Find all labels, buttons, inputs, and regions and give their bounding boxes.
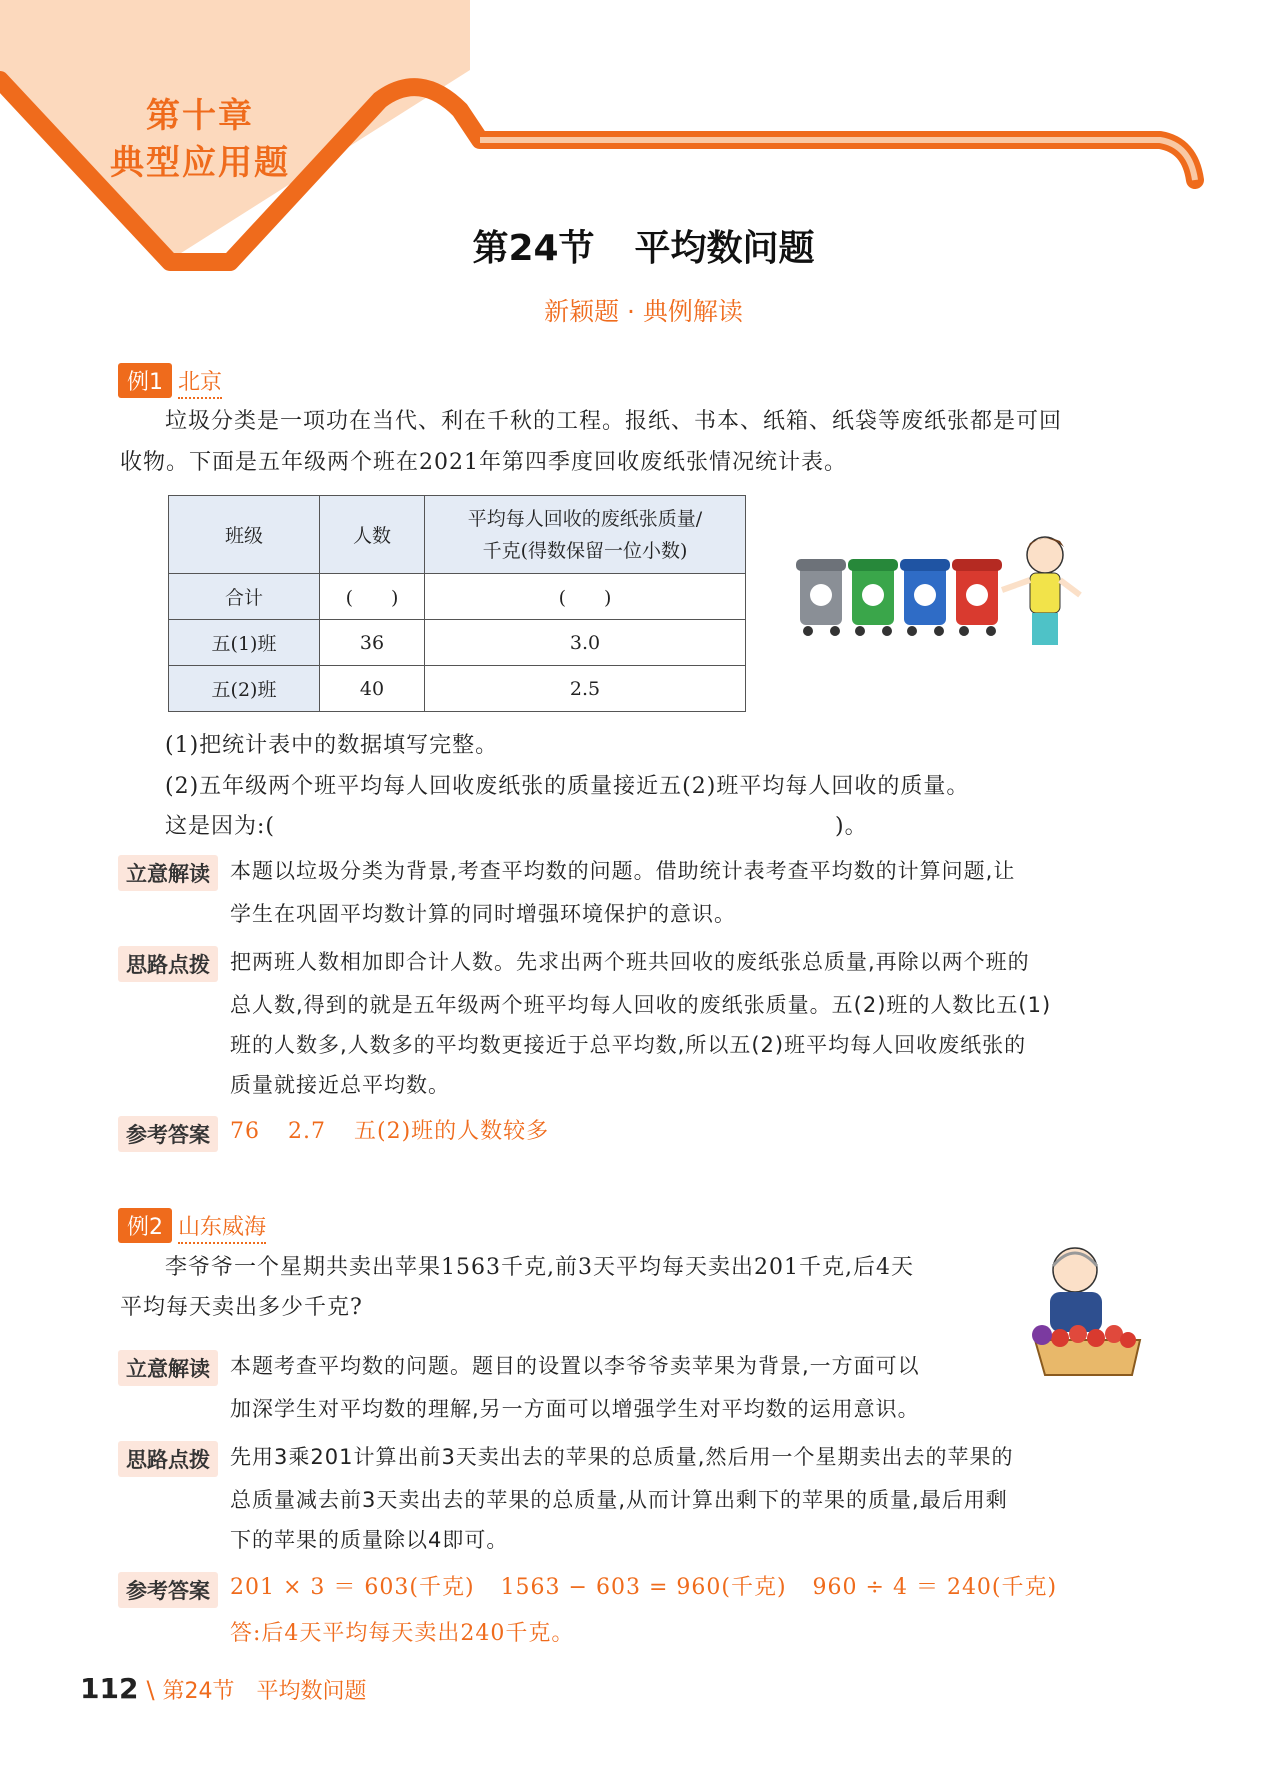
hint-text: 总人数,得到的就是五年级两个班平均每人回收的废纸张质量。五(2)班的人数比五(1) [230, 993, 1052, 1017]
section-name: 平均数问题 [634, 228, 815, 269]
intent-text: 本题考查平均数的问题。题目的设置以李爷爷卖苹果为背景,一方面可以 [230, 1354, 920, 1378]
table-header-count: 人数 [320, 496, 425, 574]
hint-text: 班的人数多,人数多的平均数更接近于总平均数,所以五(2)班平均每人回收废纸张的 [230, 1033, 1027, 1057]
reference-answer: 76 2.7 五(2)班的人数较多 [230, 1119, 550, 1144]
hint-label: 思路点拨 [118, 1441, 218, 1477]
apple-basket-icon [1032, 1325, 1140, 1375]
garbage-bins-illustration [780, 535, 1100, 665]
example1-header [118, 363, 222, 399]
problem-line: 李爷爷一个星期共卖出苹果1563千克,前3天平均每天卖出201千克,后4天 [165, 1255, 914, 1280]
intent-text: 学生在巩固平均数计算的同时增强环境保护的意识。 [230, 902, 736, 926]
problem-line: 平均每天卖出多少千克? [120, 1295, 363, 1320]
intent-label: 立意解读 [118, 1350, 218, 1386]
red-bin-icon [952, 559, 1002, 636]
table-row: 五(2)班 40 2.5 [169, 666, 746, 712]
page-footer [80, 1672, 367, 1705]
section-number: 第24节 [472, 228, 595, 269]
problem-line: 垃圾分类是一项功在当代、利在千秋的工程。报纸、书本、纸箱、纸袋等废纸张都是可回 [165, 409, 1063, 434]
green-bin-icon [848, 559, 898, 636]
table-header-average: 平均每人回收的废纸张质量/ 千克(得数保留一位小数) [425, 496, 746, 574]
problem-line: 收物。下面是五年级两个班在2021年第四季度回收废纸张情况统计表。 [120, 450, 847, 475]
question-2-blank: 这是因为:( )。 [165, 814, 868, 839]
grandpa-apples-illustration [1020, 1240, 1150, 1380]
footer-section: 第24节 平均数问题 [162, 1679, 367, 1704]
answer-conclusion: 答:后4天平均每天卖出240千克。 [230, 1621, 575, 1646]
table-row: 五(1)班 36 3.0 [169, 620, 746, 666]
boy-icon [1002, 537, 1080, 645]
chapter-number: 第十章 [146, 96, 254, 136]
reference-answer: 201 × 3 ＝ 603(千克) 1563 − 603 = 960(千克) 960 ÷ 4 ＝ 240(千克) [230, 1575, 1058, 1600]
hint-text: 先用3乘201计算出前3天卖出去的苹果的总质量,然后用一个星期卖出去的苹果的 [230, 1445, 1014, 1469]
page-number: 112 [80, 1672, 139, 1705]
example-tag: 例1 [118, 363, 172, 398]
question-2: (2)五年级两个班平均每人回收废纸张的质量接近五(2)班平均每人回收的质量。 [165, 774, 970, 799]
example-tag: 例2 [118, 1208, 172, 1243]
hint-text: 质量就接近总平均数。 [230, 1073, 450, 1097]
blue-bin-icon [900, 559, 950, 636]
hint-label: 思路点拨 [118, 946, 218, 982]
grandpa-icon [1050, 1248, 1102, 1332]
example-location: 北京 [178, 365, 222, 399]
gray-bin-icon [796, 559, 846, 636]
footer-separator: \ [146, 1676, 155, 1704]
hint-text: 下的苹果的质量除以4即可。 [230, 1528, 509, 1552]
answer-label: 参考答案 [118, 1572, 218, 1608]
answer-label: 参考答案 [118, 1116, 218, 1152]
example-location: 山东威海 [178, 1210, 266, 1244]
subheading: 新颖题 · 典例解读 [544, 297, 743, 326]
hint-text: 把两班人数相加即合计人数。先求出两个班共回收的废纸张总质量,再除以两个班的 [230, 950, 1030, 974]
example2-header [118, 1208, 266, 1244]
chapter-name: 典型应用题 [110, 143, 290, 183]
question-1: (1)把统计表中的数据填写完整。 [165, 733, 499, 758]
hint-text: 总质量减去前3天卖出去的苹果的总质量,从而计算出剩下的苹果的质量,最后用剩 [230, 1488, 1008, 1512]
table-row: 合计 ( ) ( ) [169, 574, 746, 620]
intent-text: 加深学生对平均数的理解,另一方面可以增强学生对平均数的运用意识。 [230, 1397, 920, 1421]
section-title [0, 220, 1287, 271]
intent-text: 本题以垃圾分类为背景,考查平均数的问题。借助统计表考查平均数的计算问题,让 [230, 859, 1016, 883]
intent-label: 立意解读 [118, 855, 218, 891]
recycling-stats-table [168, 495, 746, 712]
table-header-class: 班级 [169, 496, 320, 574]
